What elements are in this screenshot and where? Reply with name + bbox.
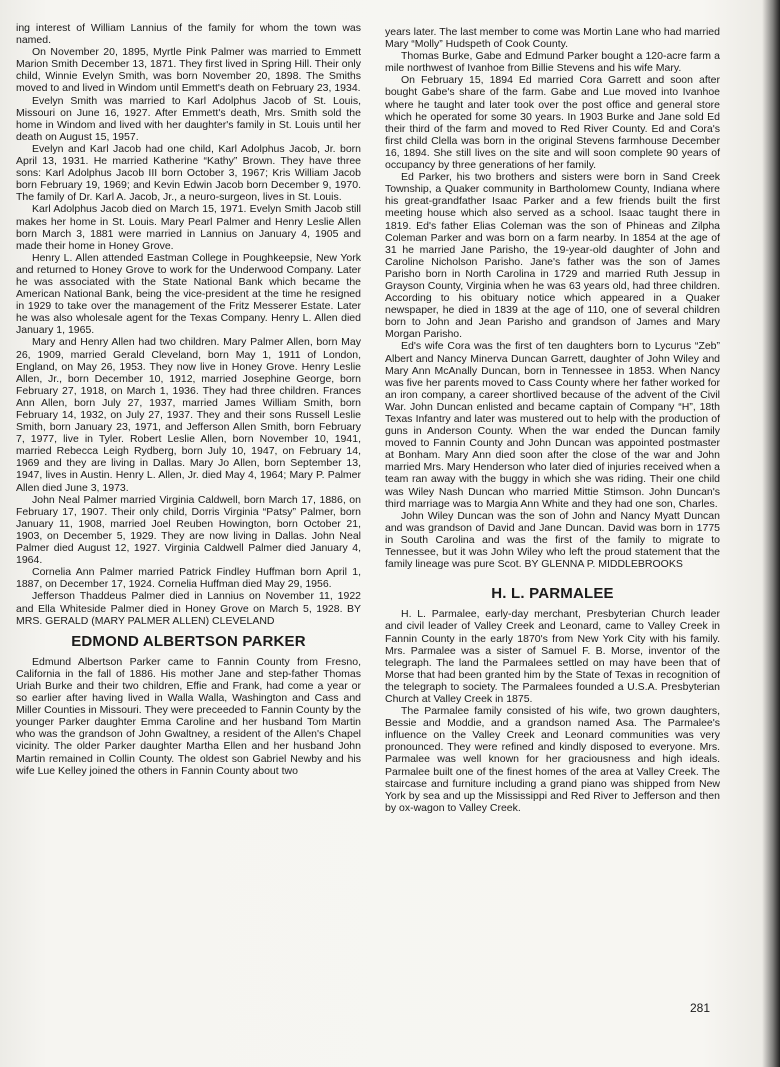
page-number: 281	[689, 1001, 710, 1015]
paragraph: Ed's wife Cora was the first of ten daughters born to Lycurus “Zeb” Albert and Nancy Minerva Duncan Garrett, daughter of John Wiley and Mary Ann McAnally Duncan, born in Tennessee in 1853. When Nancy was five her parents moved to Cass County where her father worked for an iron company, a career shortlived because of the advent of the Civil War. John Duncan enlisted and became captain of Company “H”, 18th Texas Infantry and later was mustered out to help with the production of guns in Anderson County. When the war ended the Duncan family moved to Fannin County and John Duncan was appointed postmaster at Bonham. Mary Ann died soon after the close of the war and John married Mrs. Mary Henderson who later died of injuries received when a team ran away with the buggy in which she was riding. Their one child was Wiley Nash Duncan who married Mittie Stimson. John Duncan's third marriage was to Margia Ann White and they had one son, Charles.	[385, 340, 720, 510]
paragraph: On November 20, 1895, Myrtle Pink Palmer was married to Emmett Marion Smith December 13, 1871. They first lived in Spring Hill. Their only child, Winnie Evelyn Smith, was born November 20, 1898. The Smiths moved to and lived in Windom until Emmett's death on February 23, 1934.	[16, 46, 361, 95]
paragraph: Cornelia Ann Palmer married Patrick Findley Huffman born April 1, 1887, on December 17, 1924. Cornelia Huffman died May 29, 1956.	[16, 566, 361, 591]
paragraph: John Neal Palmer married Virginia Caldwell, born March 17, 1886, on February 17, 1907. Their only child, Dorris Virginia “Patsy” Palmer, born January 11, 1908, married Joel Reuben Howington, born October 21, 1903, on December 5, 1929. They are now living in Dallas. John Neal Palmer died August 12, 1927. Virginia Caldwell Palmer died January 4, 1964.	[16, 493, 361, 567]
paragraph: Jefferson Thaddeus Palmer died in Lannius on November 11, 1922 and Ella Whiteside Palmer died in Honey Grove on March 5, 1928. BY MRS. GERALD (MARY PALMER ALLEN) CLEVELAND	[16, 590, 361, 627]
section-heading-parker: EDMOND ALBERTSON PARKER	[71, 632, 306, 650]
section-heading-parmalee: H. L. PARMALEE	[491, 585, 614, 603]
paragraph: Henry L. Allen attended Eastman College in Poughkeepsie, New York and returned to Honey Grove to work for the Underwood Company. Later he was associated with the State National Bank which became the American National Bank, being the vice-president at the time he resigned in 1929 to take over the management of the Fritz Messerer Estate. Later he was also wholesale agent for the Texas Company. Henry L. Allen died January 1, 1965.	[16, 251, 361, 337]
paragraph: H. L. Parmalee, early-day merchant, Presbyterian Church leader and civil leader of Valley Creek and Leonard, came to Valley Creek in Fannin County in the early 1870's from New York City with his family. Mrs. Parmalee was a sister of Samuel F. B. Morse, inventor of the telegraph. The land the Parmalees settled on may have been that of Morse that had been granted him by the State of Texas in recognition of the telegraph to society. The Parmalees founded a U.S.A. Presbyterian Church at Valley Creek in 1875.	[385, 608, 720, 705]
paragraph: On February 15, 1894 Ed married Cora Garrett and soon after bought Gabe's share of the farm. Gabe and Lue moved into Ivanhoe where he taught and later took over the post office and general store which he operated for some 30 years. In 1903 Burke and Jane sold Ed their third of the farm and moved to Red River County. Ed and Cora's first child Clella was born in the original Stevens farmhouse December 16, 1894. She still lives on the site and will soon complete 90 years of occupancy by three generations of her family.	[385, 74, 720, 172]
paragraph: John Wiley Duncan was the son of John and Nancy Myatt Duncan and was grandson of David and Jane Duncan. David was born in 1775 in South Carolina and was the first of the family to migrate to Tennessee, but it was John Wiley who left the proud statement that the family lineage was pure Scot. BY GLENNA P. MIDDLEBROOKS	[385, 509, 720, 571]
paragraph: Karl Adolphus Jacob died on March 15, 1971. Evelyn Smith Jacob still makes her home in St. Louis. Mary Pearl Palmer and Henry Leslie Allen born March 3, 1881 were married in Lannius on January 4, 1905 and made their home in Honey Grove.	[16, 203, 361, 252]
paragraph: Ed Parker, his two brothers and sisters were born in Sand Creek Township, a Quaker community in Bartholomew County, Indiana where his great-grandfather Isaac Parker and a few friends built the first meeting house which also served as a school. Isaac taught there in 1819. Ed's father Elias Coleman was the son of Phineas and Zilpha Coleman Parker and was born on a farm nearby. In 1854 at the age of 31 he married Jane Parisho, the 19-year-old daughter of John and Caroline Nicholson Parisho. Jane's father was the son of James Parisho born in North Carolina in 1729 and married Ruth Jessup in Grayson County, Virginia when he was 63 years old, had three children. According to his obituary notice which appeared in a Quaker newspaper, he died in 1839 at the age of 110, one of several children born to John and Jean Parisho and grandson of James and Mary Morgan Parisho.	[385, 171, 720, 341]
paragraph: years later. The last member to come was Mortin Lane who had married Mary “Molly” Hudspeth of Cook County.	[385, 26, 720, 51]
paragraph: ing interest of William Lannius of the family for whom the town was named.	[16, 22, 361, 47]
paragraph: Mary and Henry Allen had two children. Mary Palmer Allen, born May 26, 1909, married Gerald Cleveland, born May 1, 1911 of London, England, on May 26, 1953. They now live in Honey Grove. Henry Leslie Allen, Jr., born December 10, 1912, married Josephine George, born February 27, 1918, on March 1, 1936. They had three children. Frances Ann Allen, born July 27, 1937, married James William Smith, born February 14, 1932, on July 27, 1937. They and their sons Russell Leslie Smith, born January 23, 1971, and Jefferson Allen Smith, born February 7, 1977, live in Tyler. Robert Leslie Allen, born November 10, 1941, married Rebecca Leigh Rydberg, born July 10, 1947, on February 14, 1969 and they are living in Dallas. Mary Jo Allen, born September 13, 1947, lives in Austin. Henry L. Allen, Jr. died May 4, 1964; Mary P. Palmer Allen died June 3, 1973.	[16, 336, 361, 494]
right-column	[385, 26, 720, 814]
paragraph: Edmund Albertson Parker came to Fannin County from Fresno, California in the fall of 1886. His mother Jane and step-father Thomas Uriah Burke and their two children, Effie and Frank, had come a year or so earlier after having lived in Walla Walla, Washington and Cass and Miller Counties in Missouri. They were preceeded to Fannin County by the younger Parker daughter Emma Caroline and her husband Tom Martin who was the grandson of John Gwaltney, a resident of the Allen's Chapel vicinity. The older Parker daughter Martha Ellen and her husband John Martin remained in Collin County. The oldest son Gabriel Newby and his wife Lue Kelley joined the others in Fannin County about two	[16, 655, 361, 777]
paragraph: Thomas Burke, Gabe and Edmund Parker bought a 120-acre farm a mile northwest of Ivanhoe from Billie Stevens and his wife Mary.	[385, 50, 720, 75]
paragraph: Evelyn and Karl Jacob had one child, Karl Adolphus Jacob, Jr. born April 13, 1931. He married Katherine “Kathy” Brown. They have three sons: Karl Adolphus Jacob III born October 3, 1967; Kris William Jacob born February 19, 1969; and Kevin Edwin Jacob born December 9, 1970. The family of Dr. Karl A. Jacob, Jr., a neuro-surgeon, lives in St. Louis.	[16, 142, 361, 204]
page-edge-shadow	[762, 0, 780, 1067]
paragraph: Evelyn Smith was married to Karl Adolphus Jacob of St. Louis, Missouri on June 16, 1927. After Emmett's death, Mrs. Smith sold the home in Windom and lived with her daughter's family in St. Louis until her death on August 15, 1957.	[16, 94, 361, 143]
left-column	[16, 22, 361, 777]
paragraph: The Parmalee family consisted of his wife, two grown daughters, Bessie and Moddie, and a grandson named Asa. The Parmalee's influence on the Valley Creek and Leonard communities was very pronounced. They were refined and kindly disposed to everyone. Mrs. Parmalee was well known for her graciousness and high ideals. Parmalee built one of the finest homes of the area at Valley Creek. The staircase and furniture including a grand piano was shipped from New York by sea and up the Mississippi and Red River to Jefferson and then by ox-wagon to Valley Creek.	[385, 705, 720, 814]
